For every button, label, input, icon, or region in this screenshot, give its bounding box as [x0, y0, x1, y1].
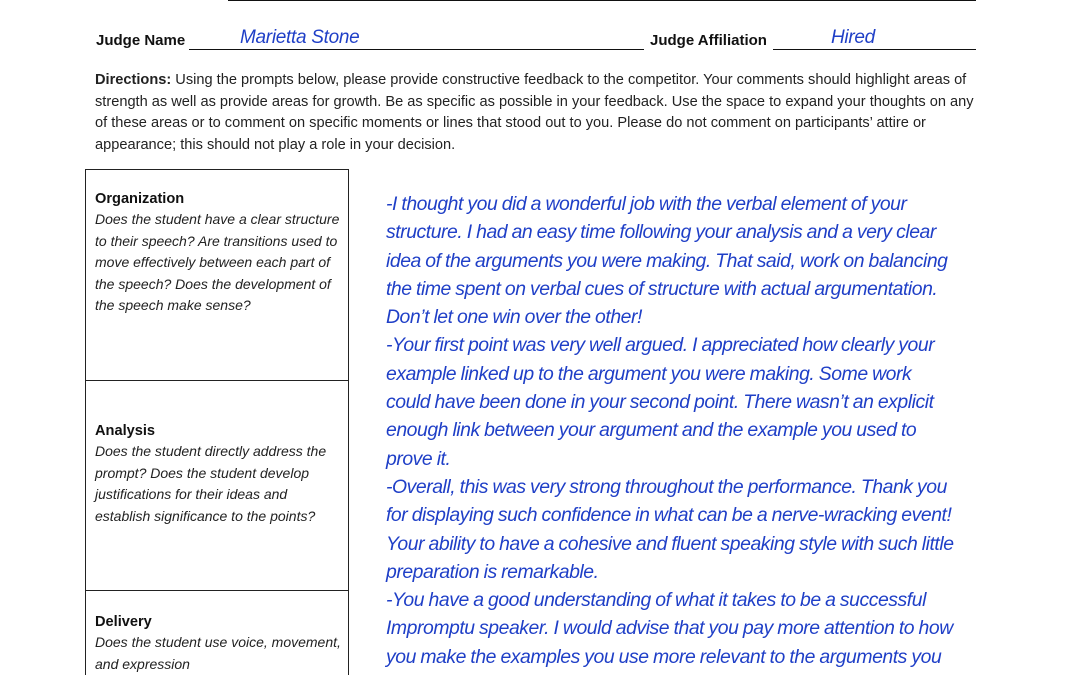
directions-paragraph	[95, 70, 980, 156]
judge-name-underline	[189, 49, 644, 50]
judge-info-row	[0, 27, 1080, 52]
feedback-line: -You have a good understanding of what it takes to be a successful	[386, 589, 926, 612]
criteria-box	[85, 169, 349, 675]
criterion-delivery	[86, 612, 348, 675]
feedback-line: -Your first point was very well argued. I appreciated how clearly your	[386, 334, 935, 357]
judge-name-label: Judge Name	[96, 32, 186, 49]
criterion-question: Does the student use voice, movement, and expression	[95, 634, 341, 672]
feedback-line: prove it.	[386, 447, 451, 470]
feedback-line: -I thought you did a wonderful job with the verbal element of your	[386, 193, 907, 215]
feedback-line: idea of the arguments you were making. That said, work on balancing	[386, 249, 948, 272]
criterion-divider	[86, 380, 348, 381]
previous-field-underline	[228, 0, 976, 1]
judge-name-value[interactable]: Marietta Stone	[240, 27, 360, 48]
criterion-title: Organization	[95, 191, 185, 207]
feedback-line: example linked up to the argument you were making. Some work	[386, 362, 912, 385]
criterion-question: Does the student directly address the prompt? Does the student develop justifications for their ideas and establish significance to the points?	[95, 443, 327, 524]
feedback-line: -Overall, this was very strong throughout the performance. Thank you	[386, 475, 947, 498]
feedback-line: Impromptu speaker. I would advise that you pay more attention to how	[386, 617, 953, 640]
feedback-line: structure. I had an easy time following your analysis and a very clear	[386, 221, 936, 244]
directions-label: Directions:	[95, 72, 172, 88]
feedback-line: could have been done in your second point. There wasn’t an explicit	[386, 391, 934, 414]
criterion-title: Analysis	[95, 423, 156, 439]
feedback-text[interactable]	[386, 190, 986, 671]
feedback-line: Don’t let one win over the other!	[386, 306, 642, 329]
judge-affiliation-underline	[773, 49, 976, 50]
feedback-line: the time spent on verbal cues of structure with actual argumentation.	[386, 277, 938, 300]
criterion-divider	[86, 590, 348, 591]
feedback-line: preparation is remarkable.	[386, 560, 599, 583]
directions-text: Using the prompts below, please provide constructive feedback to the competitor. Your comments should highlight areas of strength as well as provide areas for growth. Be as specific as possible in your feedback. Use the space to expand your thoughts on any of these areas or to comment on specific moments or lines that stood out to you. Please do not comment on participants’ attire or appearance; this should not play a role in your decision.	[95, 72, 974, 153]
feedback-line: enough link between your argument and the example you used to	[386, 419, 917, 442]
criterion-organization	[86, 189, 348, 317]
criterion-question: Does the student have a clear structure to their speech? Are transitions used to move effectively between each part of the speech? Does the development of the speech make sense?	[95, 211, 340, 313]
criterion-analysis	[86, 421, 348, 527]
judge-affiliation-label: Judge Affiliation	[650, 32, 767, 49]
feedback-line: Your ability to have a cohesive and fluent speaking style with such little	[386, 532, 954, 555]
judge-affiliation-value[interactable]: Hired	[831, 27, 875, 48]
feedback-line: you make the examples you use more relevant to the arguments you	[386, 645, 942, 668]
criterion-title: Delivery	[95, 614, 152, 630]
feedback-line: for displaying such confidence in what can be a nerve-wracking event!	[386, 504, 952, 527]
